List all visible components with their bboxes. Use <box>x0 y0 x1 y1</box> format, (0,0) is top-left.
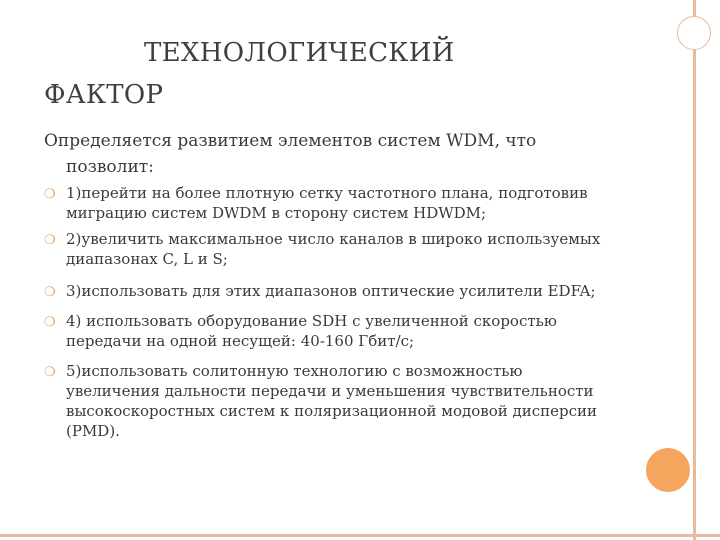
item-line: (PMD). <box>66 422 120 440</box>
item-line: диапазонах C, L и S; <box>66 250 228 268</box>
bullet-list <box>44 183 624 447</box>
list-item <box>44 229 624 269</box>
open-circle-bullet-icon: ❍ <box>44 187 56 202</box>
list-item <box>44 281 624 301</box>
item-line: передачи на одной несущей: 40-160 Гбит/с; <box>66 332 415 350</box>
list-item <box>44 311 624 351</box>
title-line-1: ТЕХНОЛОГИЧЕСКИЙ <box>144 38 455 68</box>
item-line: высокоскоростных систем к поляризационной модовой дисперсии <box>66 402 597 420</box>
item-line: миграцию систем DWDM в сторону систем HDWDM; <box>66 204 487 222</box>
open-circle-bullet-icon: ❍ <box>44 285 56 300</box>
item-line: 2)увеличить максимальное число каналов в широко используемых <box>66 230 601 248</box>
slide-title <box>44 32 564 116</box>
item-line: увеличения дальности передачи и уменьшения чувствительности <box>66 382 594 400</box>
item-line: 3)использовать для этих диапазонов оптические усилители EDFA; <box>66 282 596 300</box>
item-line: 1)перейти на более плотную сетку частотного плана, подготовив <box>66 184 588 202</box>
frame-horizontal-line <box>0 534 720 537</box>
title-line-2: ФАКТОР <box>44 80 164 110</box>
intro-text <box>44 128 604 180</box>
open-circle-bullet-icon: ❍ <box>44 315 56 330</box>
list-item <box>44 361 624 441</box>
open-circle-bullet-icon: ❍ <box>44 233 56 248</box>
intro-line-2: позволит: <box>66 157 154 177</box>
open-circle-bullet-icon: ❍ <box>44 365 56 380</box>
item-line: 4) использовать оборудование SDH с увеличенной скоростью <box>66 312 557 330</box>
intro-line-1: Определяется развитием элементов систем WDM, что <box>44 131 537 151</box>
decorative-circle-outline <box>677 16 711 50</box>
list-item <box>44 183 624 223</box>
frame-vertical-line <box>693 0 696 540</box>
decorative-circle-filled <box>645 447 691 493</box>
item-line: 5)использовать солитонную технологию с возможностью <box>66 362 523 380</box>
